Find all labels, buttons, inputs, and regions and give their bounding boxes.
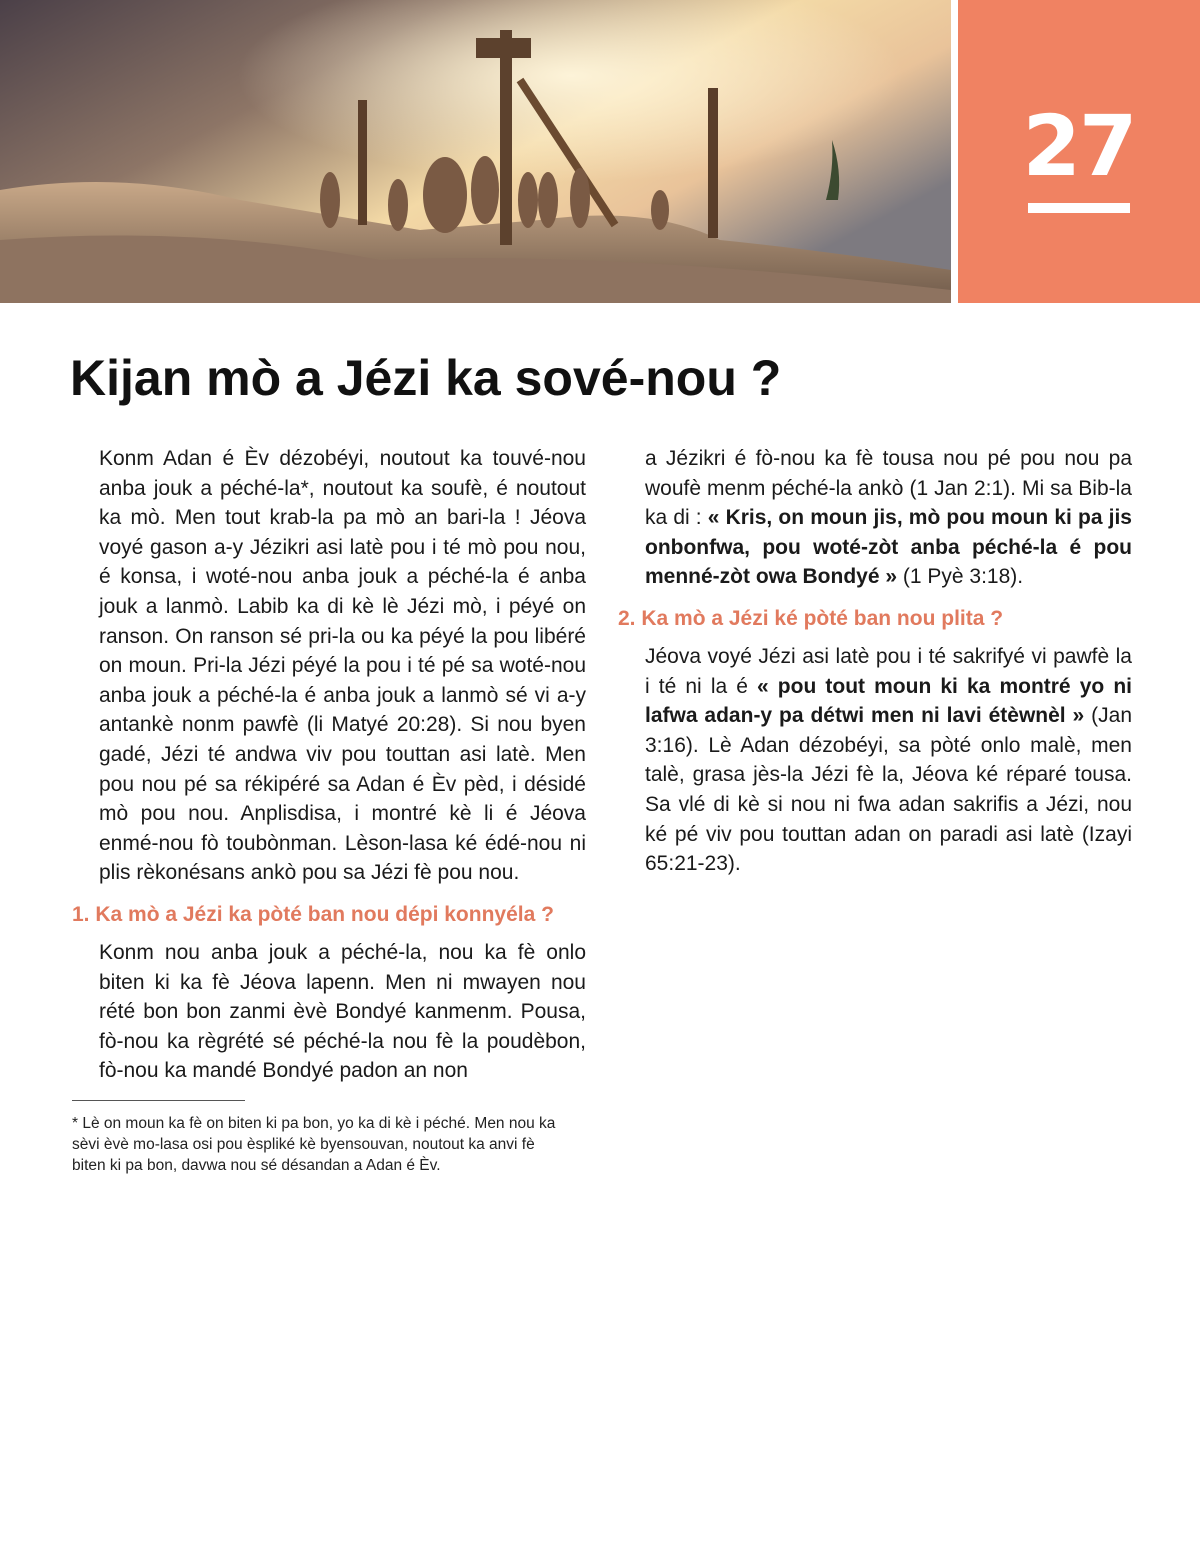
footnote-divider — [72, 1100, 245, 1101]
question-2-heading: 2. Ka mò a Jézi ké pòté ban nou plita ? — [618, 606, 1004, 630]
answer-2-text-continued: (Jan 3:16). Lè Adan dézobéyi, sa pòté onlo malè, men talè, grasa jès-la Jézi fè la, Jéova ké réparé tousa. Sa vlé di kè si nou ni fwa adan sakrifis a Jézi, nou ké pé viv pou touttan adan on paradi asi latè (Izayi 65:21-23). — [645, 704, 1132, 876]
intro-paragraph: Konm Adan é Èv dézobéyi, noutout ka touvé-nou anba jouk a péché-la*, noutout ka soufè, é noutout ka mò. Men tout krab-la pa mò an bari-la ! Jéova voyé gason a-y Jézikri asi latè pou i té mò pou nou, é konsa, i woté-nou anba jouk a péché-la é anba jouk a lanmò. Labib ka di kè lè Jézi mò, i péyé on ranson. On ranson sé pri-la ou ka péyé la pou libéré on moun. Pri-la Jézi péyé la pou i té pé sa woté-nou anba jouk a péché-la é anba jouk a lanmò sé vi a-y antankè nonm pawfè (li Matyé 20:28). Si nou byen gadé, Jézi té andwa viv pou touttan asi latè. Men pou nou pé sa rékipéré sa Adan é Èv pèd, i désidé mò pou nou. Anplisdisa, i montré kè li é Jéova enmé-nou fò toubònman. Lèson-lasa ké édé-nou ni plis rèkonésans ankò pou sa Jézi fè pou nou. — [99, 447, 586, 885]
scripture-quote-jan: « pou tout moun ki ka montré yo ni lafwa adan-y pa détwi men ni lavi étèwnèl » — [645, 674, 1132, 728]
left-column — [72, 444, 586, 1177]
lesson-number: 27 — [1022, 97, 1136, 195]
badge-underline — [1028, 203, 1130, 213]
crucifixion-illustration — [0, 0, 951, 303]
answer-1-continued — [645, 444, 1132, 592]
lesson-number-badge — [958, 0, 1200, 303]
answer-1-text: a Jézikri é fò-nou ka fè tousa nou pé pou nou pa woufè menm péché-la ankò (1 Jan 2:1). Mi sa Bib-la ka di : — [645, 447, 1132, 530]
answer-2-text: Jéova voyé Jézi asi latè pou i té sakrifyé vi pawfè la i té ni la é — [645, 644, 1132, 698]
scripture-quote-1-pye: « Kris, on moun jis, mò pou moun ki pa jis onbonfwa, pou woté-zòt anba péché-la é pou menné-zòt owa Bondyé » — [645, 506, 1132, 589]
answer-1-paragraph: Konm nou anba jouk a péché-la, nou ka fè onlo biten ki ka fè Jéova lapenn. Men ni mwayen nou rété bon bon zanmi èvè Bondyé kanmenm. Pousa, fò-nou ka règrété sé péché-la nou fè la poudèbon, fò-nou ka mandé Bondyé padon an non — [99, 940, 586, 1083]
answer-2-paragraph — [645, 642, 1132, 879]
scripture-reference: (1 Pyè 3:18). — [897, 565, 1024, 589]
footnote: * Lè on moun ka fè on biten ki pa bon, yo ka di kè i péché. Men nou ka sèvi èvè mo-lasa osi pou èspliké kè byensouvan, noutout ka anvi fè biten ki pa bon, davwa nou sé désandan a Adan é Èv. — [72, 1114, 556, 1175]
question-1-heading: 1. Ka mò a Jézi ka pòté ban nou dépi konnyéla ? — [72, 902, 554, 926]
page-title: Kijan mò a Jézi ka sové-nou ? — [70, 350, 782, 406]
right-column — [618, 444, 1132, 879]
